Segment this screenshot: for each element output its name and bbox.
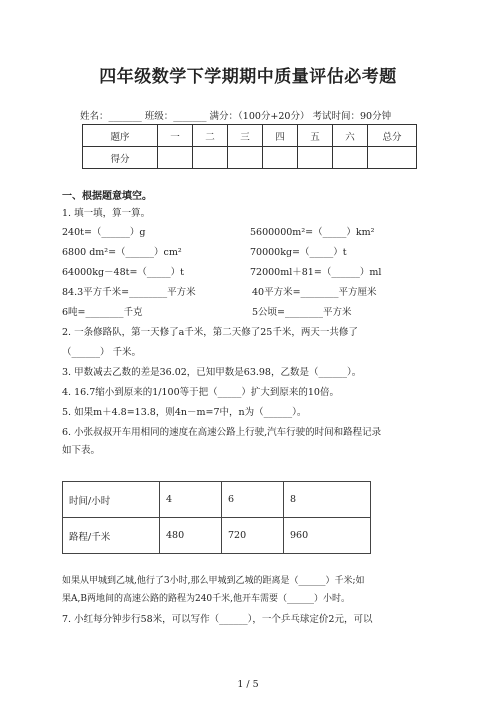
question-2-cont: （______） 千米。 xyxy=(62,347,142,358)
q1-item: 64000kg－48t=（_____）t xyxy=(62,267,184,278)
table-cell: 960 xyxy=(284,518,371,554)
question-6: 6. 小张叔叔开车用相同的速度在高速公路上行驶,汽车行驶的时间和路程记录 xyxy=(62,427,382,438)
score-table xyxy=(82,124,417,169)
question-1-title: 1. 填一填，算一算。 xyxy=(62,208,151,219)
exam-info: 姓名：_______ 班级：_______ 满分：（100分+20分） 考试时间：90分钟 xyxy=(80,111,392,122)
table-row xyxy=(63,482,371,518)
score-cell xyxy=(158,147,193,169)
question-3: 3. 甲数减去乙数的差是36.02，已知甲数是63.98，乙数是（______）。 xyxy=(62,367,362,378)
score-header-cell: 题序 xyxy=(83,125,158,147)
table-cell: 时间/小时 xyxy=(63,482,160,518)
page-number: 1 / 5 xyxy=(237,679,259,690)
question-6-cont: 如下表。 xyxy=(62,445,101,456)
table-row xyxy=(63,518,371,554)
question-5: 5. 如果m＋4.8=13.8，则4n－m=7中，n为（______）。 xyxy=(62,407,307,418)
page-title: 四年级数学下学期期中质量评估必考题 xyxy=(99,67,397,87)
score-header-cell: 四 xyxy=(263,125,298,147)
table-cell: 720 xyxy=(222,518,284,554)
score-header-cell: 总分 xyxy=(368,125,417,147)
score-cell xyxy=(263,147,298,169)
score-cell xyxy=(228,147,263,169)
score-header-cell: 二 xyxy=(193,125,228,147)
table-cell: 480 xyxy=(160,518,222,554)
score-cell xyxy=(298,147,333,169)
q1-item: 72000ml＋81=（______）ml xyxy=(250,267,382,278)
q1-item: 84.3平方千米=________平方米 xyxy=(62,287,196,298)
q1-item: 70000kg=（_____）t xyxy=(250,247,347,258)
q1-item: 6吨=________千克 xyxy=(62,307,143,318)
score-header-cell: 一 xyxy=(158,125,193,147)
section-heading: 一、根据题意填空。 xyxy=(62,191,152,202)
score-cell xyxy=(368,147,417,169)
q1-item: 40平方米=________平方厘米 xyxy=(252,287,377,298)
score-cell xyxy=(333,147,368,169)
q1-item: 6800 dm²=（______）cm² xyxy=(62,247,182,258)
score-row-label: 得分 xyxy=(83,147,158,169)
score-table-header-row xyxy=(83,125,417,147)
table-cell: 8 xyxy=(284,482,371,518)
question-6-followup-cont: 果A,B两地间的高速公路的路程为240千米,他开车需要（______）小时。 xyxy=(62,594,351,604)
question-7: 7. 小红每分钟步行58米，可以写作（______），一个乒乓球定价2元，可以 xyxy=(62,614,373,625)
table-cell: 路程/千米 xyxy=(63,518,160,554)
question-6-followup: 如果从甲城到乙城,他行了3小时,那么甲城到乙城的距离是（______）千米;如 xyxy=(62,576,365,586)
q1-item: 240t=（______）g xyxy=(62,227,146,238)
score-cell xyxy=(193,147,228,169)
score-header-cell: 三 xyxy=(228,125,263,147)
score-header-cell: 五 xyxy=(298,125,333,147)
score-table-score-row xyxy=(83,147,417,169)
table-cell: 4 xyxy=(160,482,222,518)
speed-data-table xyxy=(62,481,371,554)
question-4: 4. 16.7缩小到原来的1/100等于把（_____）扩大到原来的10倍。 xyxy=(62,387,339,398)
q1-item: 5公顷=________平方米 xyxy=(252,307,352,318)
score-header-cell: 六 xyxy=(333,125,368,147)
question-2: 2. 一条修路队，第一天修了a千米，第二天修了25千米，两天一共修了 xyxy=(62,327,358,338)
table-cell: 6 xyxy=(222,482,284,518)
q1-item: 5600000m²=（_____）km² xyxy=(250,227,375,238)
